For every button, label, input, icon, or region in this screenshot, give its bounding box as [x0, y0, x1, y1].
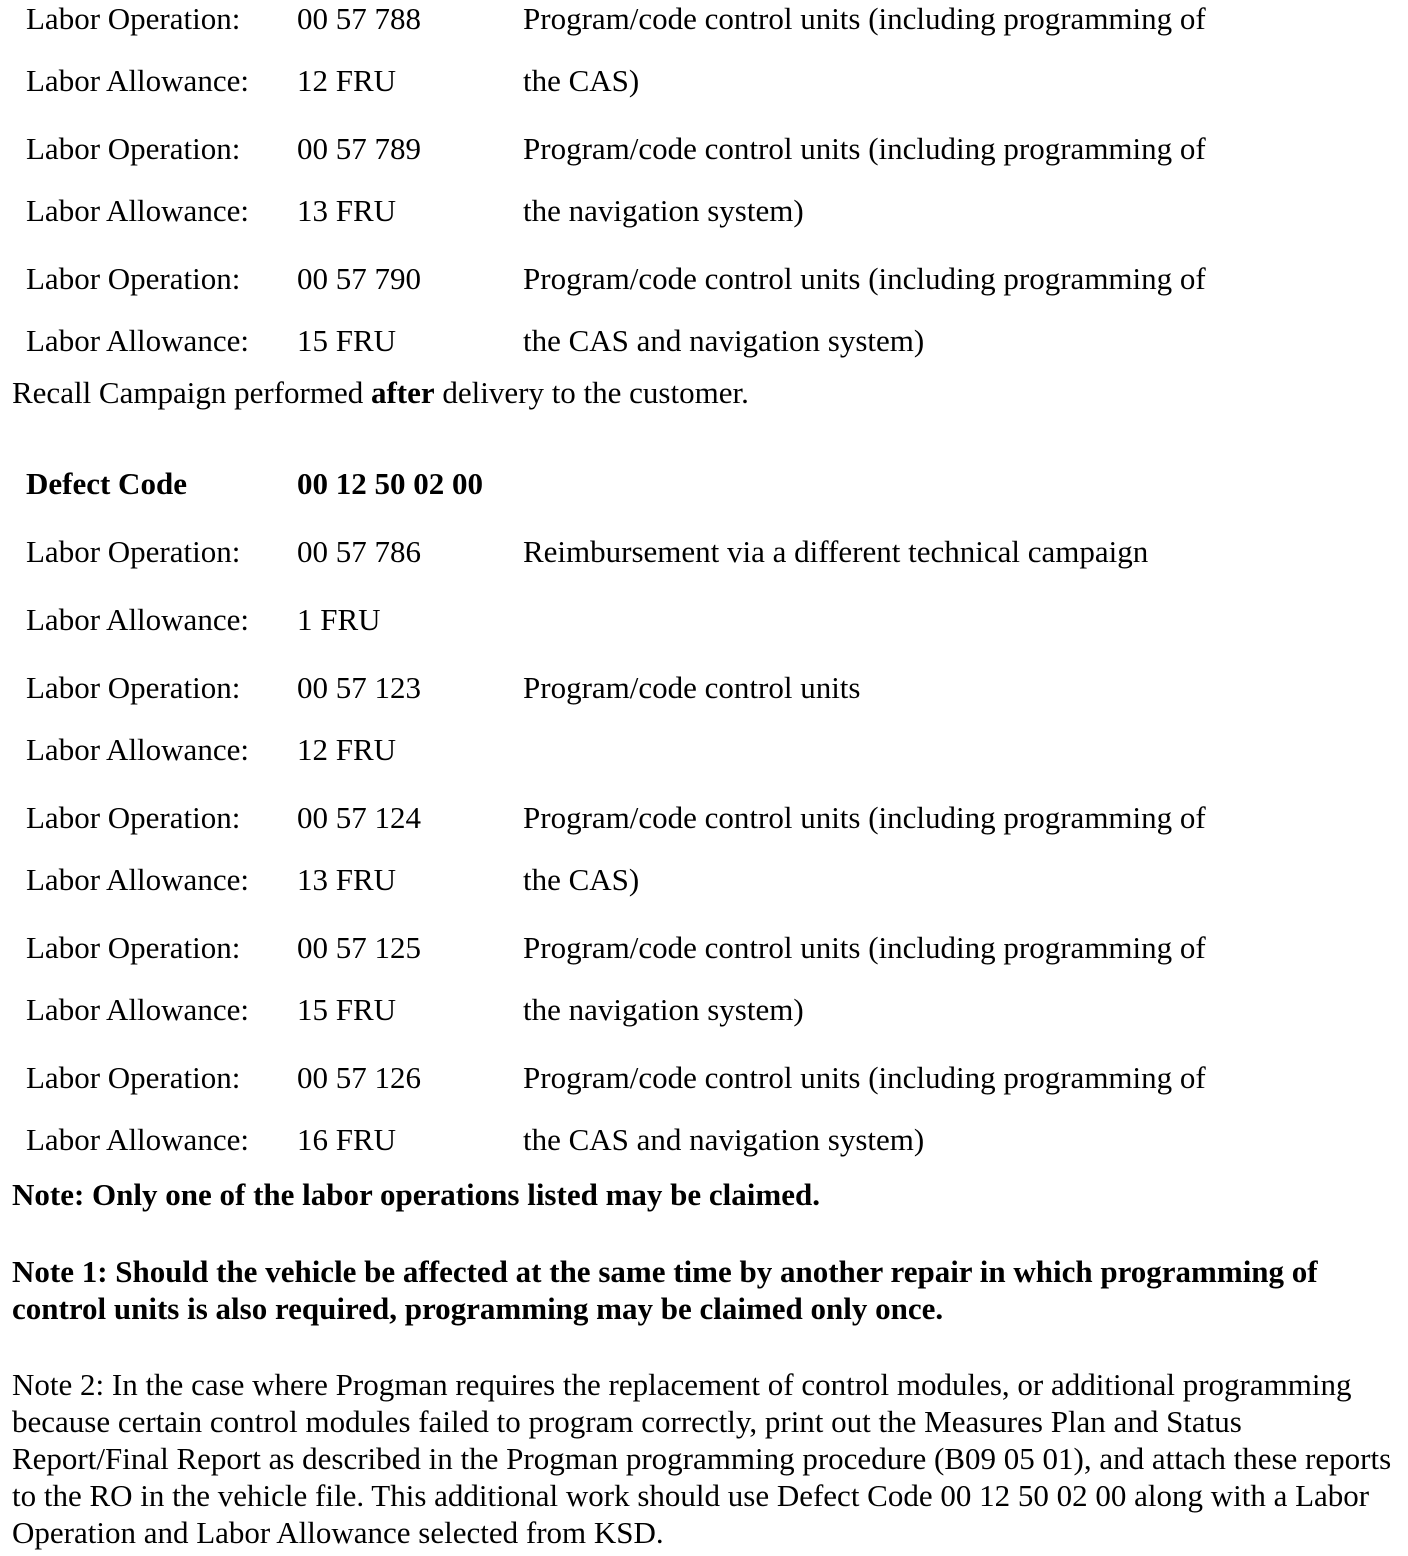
labor-allowance-value: 16 FRU: [297, 1122, 397, 1157]
labor-operation-label: Labor Operation:: [26, 670, 241, 705]
labor-description: Program/code control units (including programming of: [523, 261, 1206, 296]
note-main: Note: Only one of the labor operations listed may be claimed.: [12, 1177, 820, 1212]
labor-description: Program/code control units: [523, 670, 861, 705]
labor-allowance-value: 13 FRU: [297, 862, 397, 897]
defect-code-label: Defect Code: [26, 466, 187, 501]
labor-description: Program/code control units (including programming of: [523, 800, 1206, 835]
labor-allowance-label: Labor Allowance:: [26, 63, 249, 98]
labor-allowance-row: [0, 195, 1408, 231]
labor-allowance-value: 15 FRU: [297, 992, 397, 1027]
labor-description-cont: the CAS): [523, 63, 640, 98]
labor-description-cont: the CAS and navigation system): [523, 323, 925, 358]
labor-allowance-label: Labor Allowance:: [26, 1122, 249, 1157]
labor-operation-label: Labor Operation:: [26, 1060, 241, 1095]
labor-operation-label: Labor Operation:: [26, 534, 241, 569]
labor-allowance-value: 15 FRU: [297, 323, 397, 358]
labor-allowance-value: 1 FRU: [297, 602, 381, 637]
labor-allowance-label: Labor Allowance:: [26, 862, 249, 897]
labor-operation-code: 00 57 126: [297, 1060, 421, 1095]
recall-text-before: Recall Campaign performed: [12, 375, 371, 410]
labor-allowance-row: [0, 1124, 1408, 1160]
defect-code-row: [0, 468, 1408, 504]
defect-code-value: 00 12 50 02 00: [297, 466, 483, 501]
recall-text-after: delivery to the customer.: [434, 375, 749, 410]
labor-allowance-row: [0, 994, 1408, 1030]
labor-allowance-label: Labor Allowance:: [26, 732, 249, 767]
labor-operation-label: Labor Operation:: [26, 131, 241, 166]
labor-description: Program/code control units (including programming of: [523, 131, 1206, 166]
labor-operation-label: Labor Operation:: [26, 930, 241, 965]
labor-allowance-row: [0, 325, 1408, 361]
labor-description-cont: the navigation system): [523, 992, 804, 1027]
labor-operation-row: [0, 802, 1408, 838]
labor-allowance-row: [0, 604, 1408, 640]
labor-allowance-value: 12 FRU: [297, 732, 397, 767]
labor-operation-row: [0, 672, 1408, 708]
labor-operation-row: [0, 536, 1408, 572]
labor-allowance-row: [0, 734, 1408, 770]
labor-operation-code: 00 57 789: [297, 131, 421, 166]
note-1: Note 1: Should the vehicle be affected at the same time by another repair in which programming of control units is also required, programming may be claimed only once.: [12, 1254, 1318, 1326]
labor-description: Program/code control units (including programming of: [523, 1060, 1206, 1095]
labor-description: Program/code control units (including programming of: [523, 930, 1206, 965]
recall-campaign-line: [12, 377, 1408, 413]
labor-operation-row: [0, 1062, 1408, 1098]
labor-operation-label: Labor Operation:: [26, 261, 241, 296]
labor-operation-code: 00 57 124: [297, 800, 421, 835]
labor-operation-row: [0, 133, 1408, 169]
labor-description-cont: the navigation system): [523, 193, 804, 228]
labor-operation-row: [0, 263, 1408, 299]
labor-allowance-label: Labor Allowance:: [26, 992, 249, 1027]
recall-text-emphasis: after: [370, 375, 435, 410]
labor-operation-code: 00 57 123: [297, 670, 421, 705]
labor-description-cont: the CAS): [523, 862, 640, 897]
note-2: Note 2: In the case where Progman requires the replacement of control modules, or additional programming because certain control modules failed to program correctly, print out the Measures Plan and Status Report/Final Report as described in the Progman programming procedure (B09 05 01), and attach these reports to the RO in the vehicle file. This additional work should use Defect Code 00 12 50 02 00 along with a Labor Operation and Labor Allowance selected from KSD.: [12, 1367, 1392, 1550]
labor-allowance-row: [0, 65, 1408, 101]
labor-description-cont: the CAS and navigation system): [523, 1122, 925, 1157]
labor-description: Reimbursement via a different technical campaign: [523, 534, 1149, 569]
labor-operation-row: [0, 3, 1408, 39]
labor-operation-row: [0, 932, 1408, 968]
labor-description: Program/code control units (including programming of: [523, 1, 1206, 36]
labor-allowance-value: 13 FRU: [297, 193, 397, 228]
labor-allowance-label: Labor Allowance:: [26, 602, 249, 637]
labor-allowance-value: 12 FRU: [297, 63, 397, 98]
labor-allowance-label: Labor Allowance:: [26, 193, 249, 228]
labor-operation-code: 00 57 786: [297, 534, 421, 569]
labor-operation-code: 00 57 788: [297, 1, 421, 36]
labor-allowance-row: [0, 864, 1408, 900]
labor-operation-label: Labor Operation:: [26, 1, 241, 36]
labor-operation-code: 00 57 125: [297, 930, 421, 965]
labor-operation-code: 00 57 790: [297, 261, 421, 296]
labor-operation-label: Labor Operation:: [26, 800, 241, 835]
labor-allowance-label: Labor Allowance:: [26, 323, 249, 358]
